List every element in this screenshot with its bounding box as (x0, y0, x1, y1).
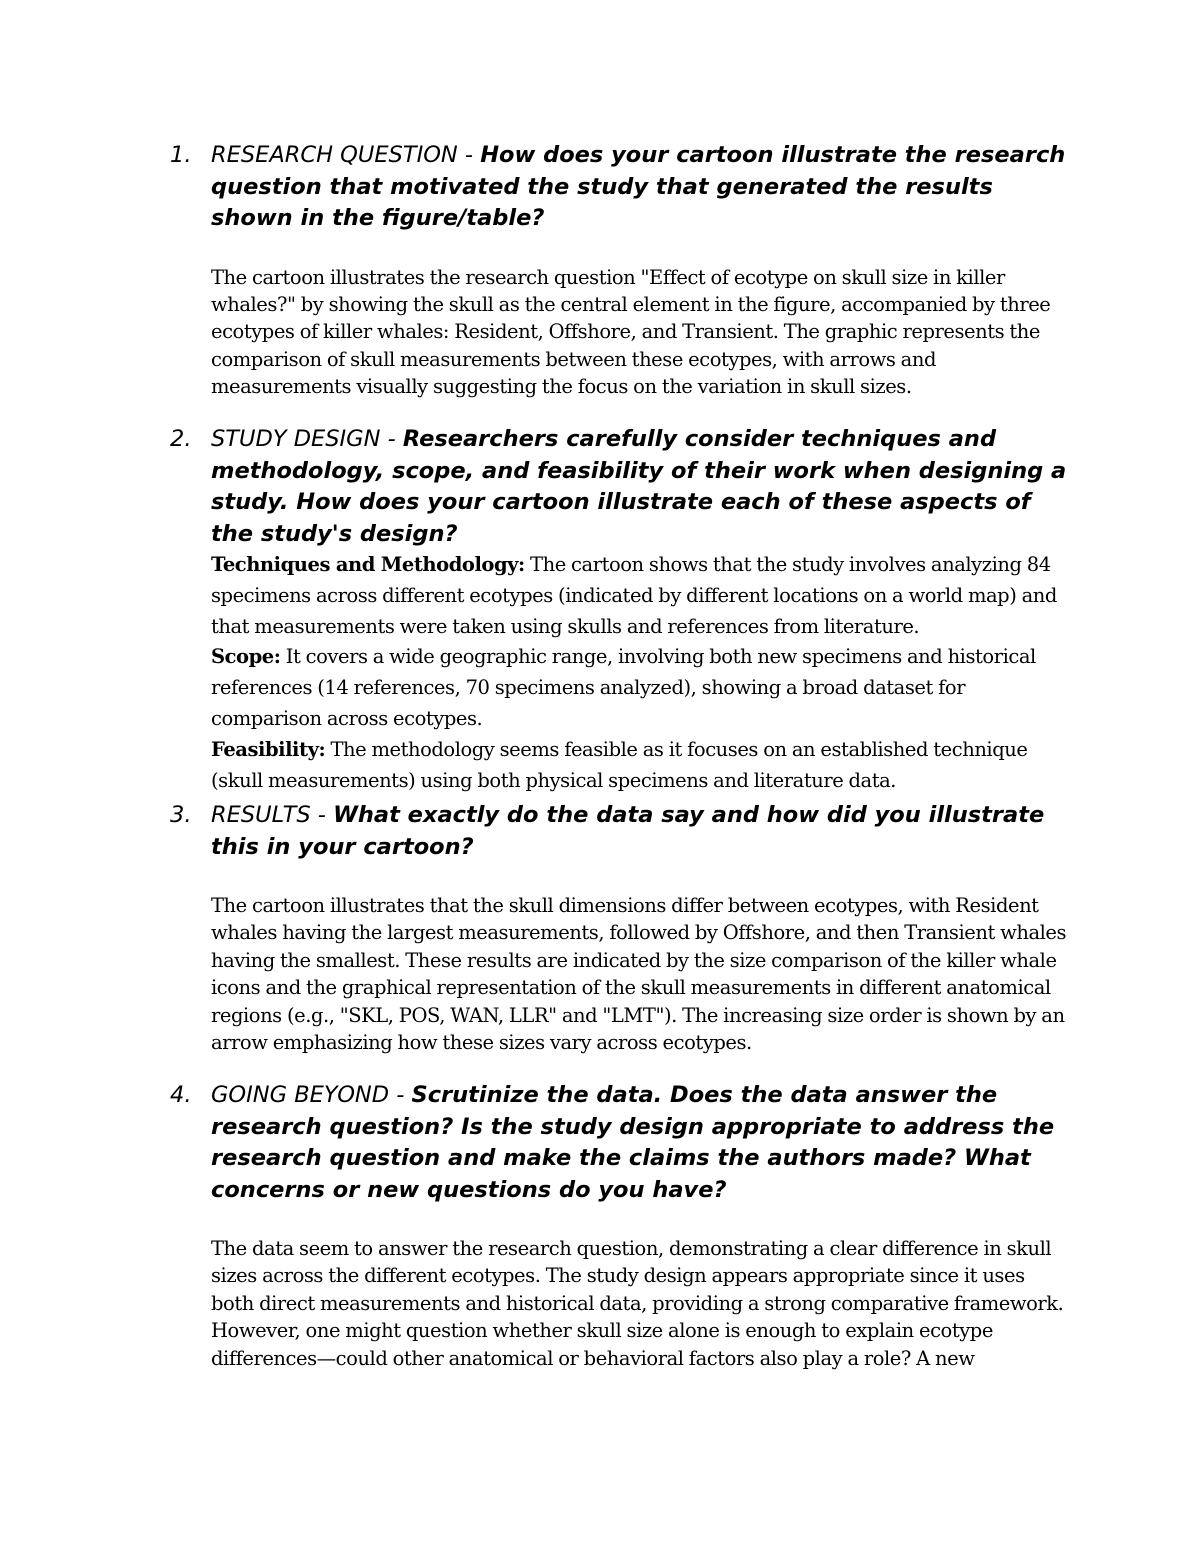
feasibility-label: Feasibility: (211, 737, 326, 761)
section-number: 3. (170, 802, 192, 828)
section-question (211, 1080, 1070, 1206)
question-text: What exactly do the data say and how did you illustrate this in your cartoon? (211, 802, 1045, 860)
question-text: How does your cartoon illustrate the research question that motivated the study that generated the results shown in the figure/table? (211, 142, 1066, 231)
question-text: Scrutinize the data. Does the data answer the research question? Is the study design appropriate to address the research question and make the claims the authors made? What concerns or new questions do you have? (211, 1082, 1055, 1203)
techniques-label: Techniques and Methodology: (211, 553, 525, 576)
question-heading: RESEARCH QUESTION - (211, 142, 481, 168)
question-heading: STUDY DESIGN - (211, 426, 403, 452)
section-number: 4. (170, 1082, 192, 1108)
section-answer: The data seem to answer the research question, demonstrating a clear difference in skull sizes across the different ecotypes. The study design appears appropriate since it uses both direct measurements and historical data, providing a strong comparative framework. However, one might question whether skull size alone is enough to explain ecotype differences—could other anatomical or behavioral factors also play a role? A new (211, 1237, 1064, 1370)
feasibility-text: The methodology seems feasible as it focuses on an established technique (skull measurements) using both physical specimens and literature data. (211, 737, 1028, 792)
study-design-answer (211, 550, 1070, 796)
scope-paragraph (211, 642, 1070, 734)
techniques-text: The cartoon shows that the study involves analyzing 84 specimens across different ecotypes (indicated by different locations on a world map) and that measurements were taken using skulls and references from literature. (211, 553, 1057, 638)
section-results (170, 800, 1070, 1056)
section-question (211, 140, 1070, 235)
question-text: Researchers carefully consider techniques and methodology, scope, and feasibility of their work when designing a study. How does your cartoon illustrate each of these aspects of the study's design? (211, 426, 1067, 547)
techniques-paragraph (211, 550, 1070, 642)
section-answer: The cartoon illustrates that the skull dimensions differ between ecotypes, with Resident whales having the largest measurements, followed by Offshore, and then Transient whales having the smallest. These results are indicated by the size comparison of the killer whale icons and the graphical representation of the skull measurements in different anatomical regions (e.g., "SKL, POS, WAN, LLR" and "LMT"). The increasing size order is shown by an arrow emphasizing how these sizes vary across ecotypes. (211, 894, 1067, 1055)
section-going-beyond (170, 1080, 1070, 1372)
scope-label: Scope: (211, 645, 281, 669)
question-heading: RESULTS - (211, 802, 334, 828)
feasibility-paragraph (211, 735, 1070, 797)
section-number: 2. (170, 426, 192, 452)
question-heading: GOING BEYOND - (211, 1082, 412, 1108)
scope-text: It covers a wide geographic range, involving both new specimens and historical references (14 references, 70 specimens analyzed), showing a broad dataset for comparison across ecotypes. (211, 645, 1036, 730)
section-number: 1. (170, 142, 192, 168)
section-question (211, 800, 1070, 863)
section-research-question (170, 140, 1070, 401)
section-question (211, 424, 1070, 550)
section-answer: The cartoon illustrates the research question "Effect of ecotype on skull size in killer whales?" by showing the skull as the central element in the figure, accompanied by three ecotypes of killer whales: Resident, Offshore, and Transient. The graphic represents the comparison of skull measurements between these ecotypes, with arrows and measurements visually suggesting the focus on the variation in skull sizes. (211, 265, 1051, 399)
section-study-design (170, 424, 1070, 796)
